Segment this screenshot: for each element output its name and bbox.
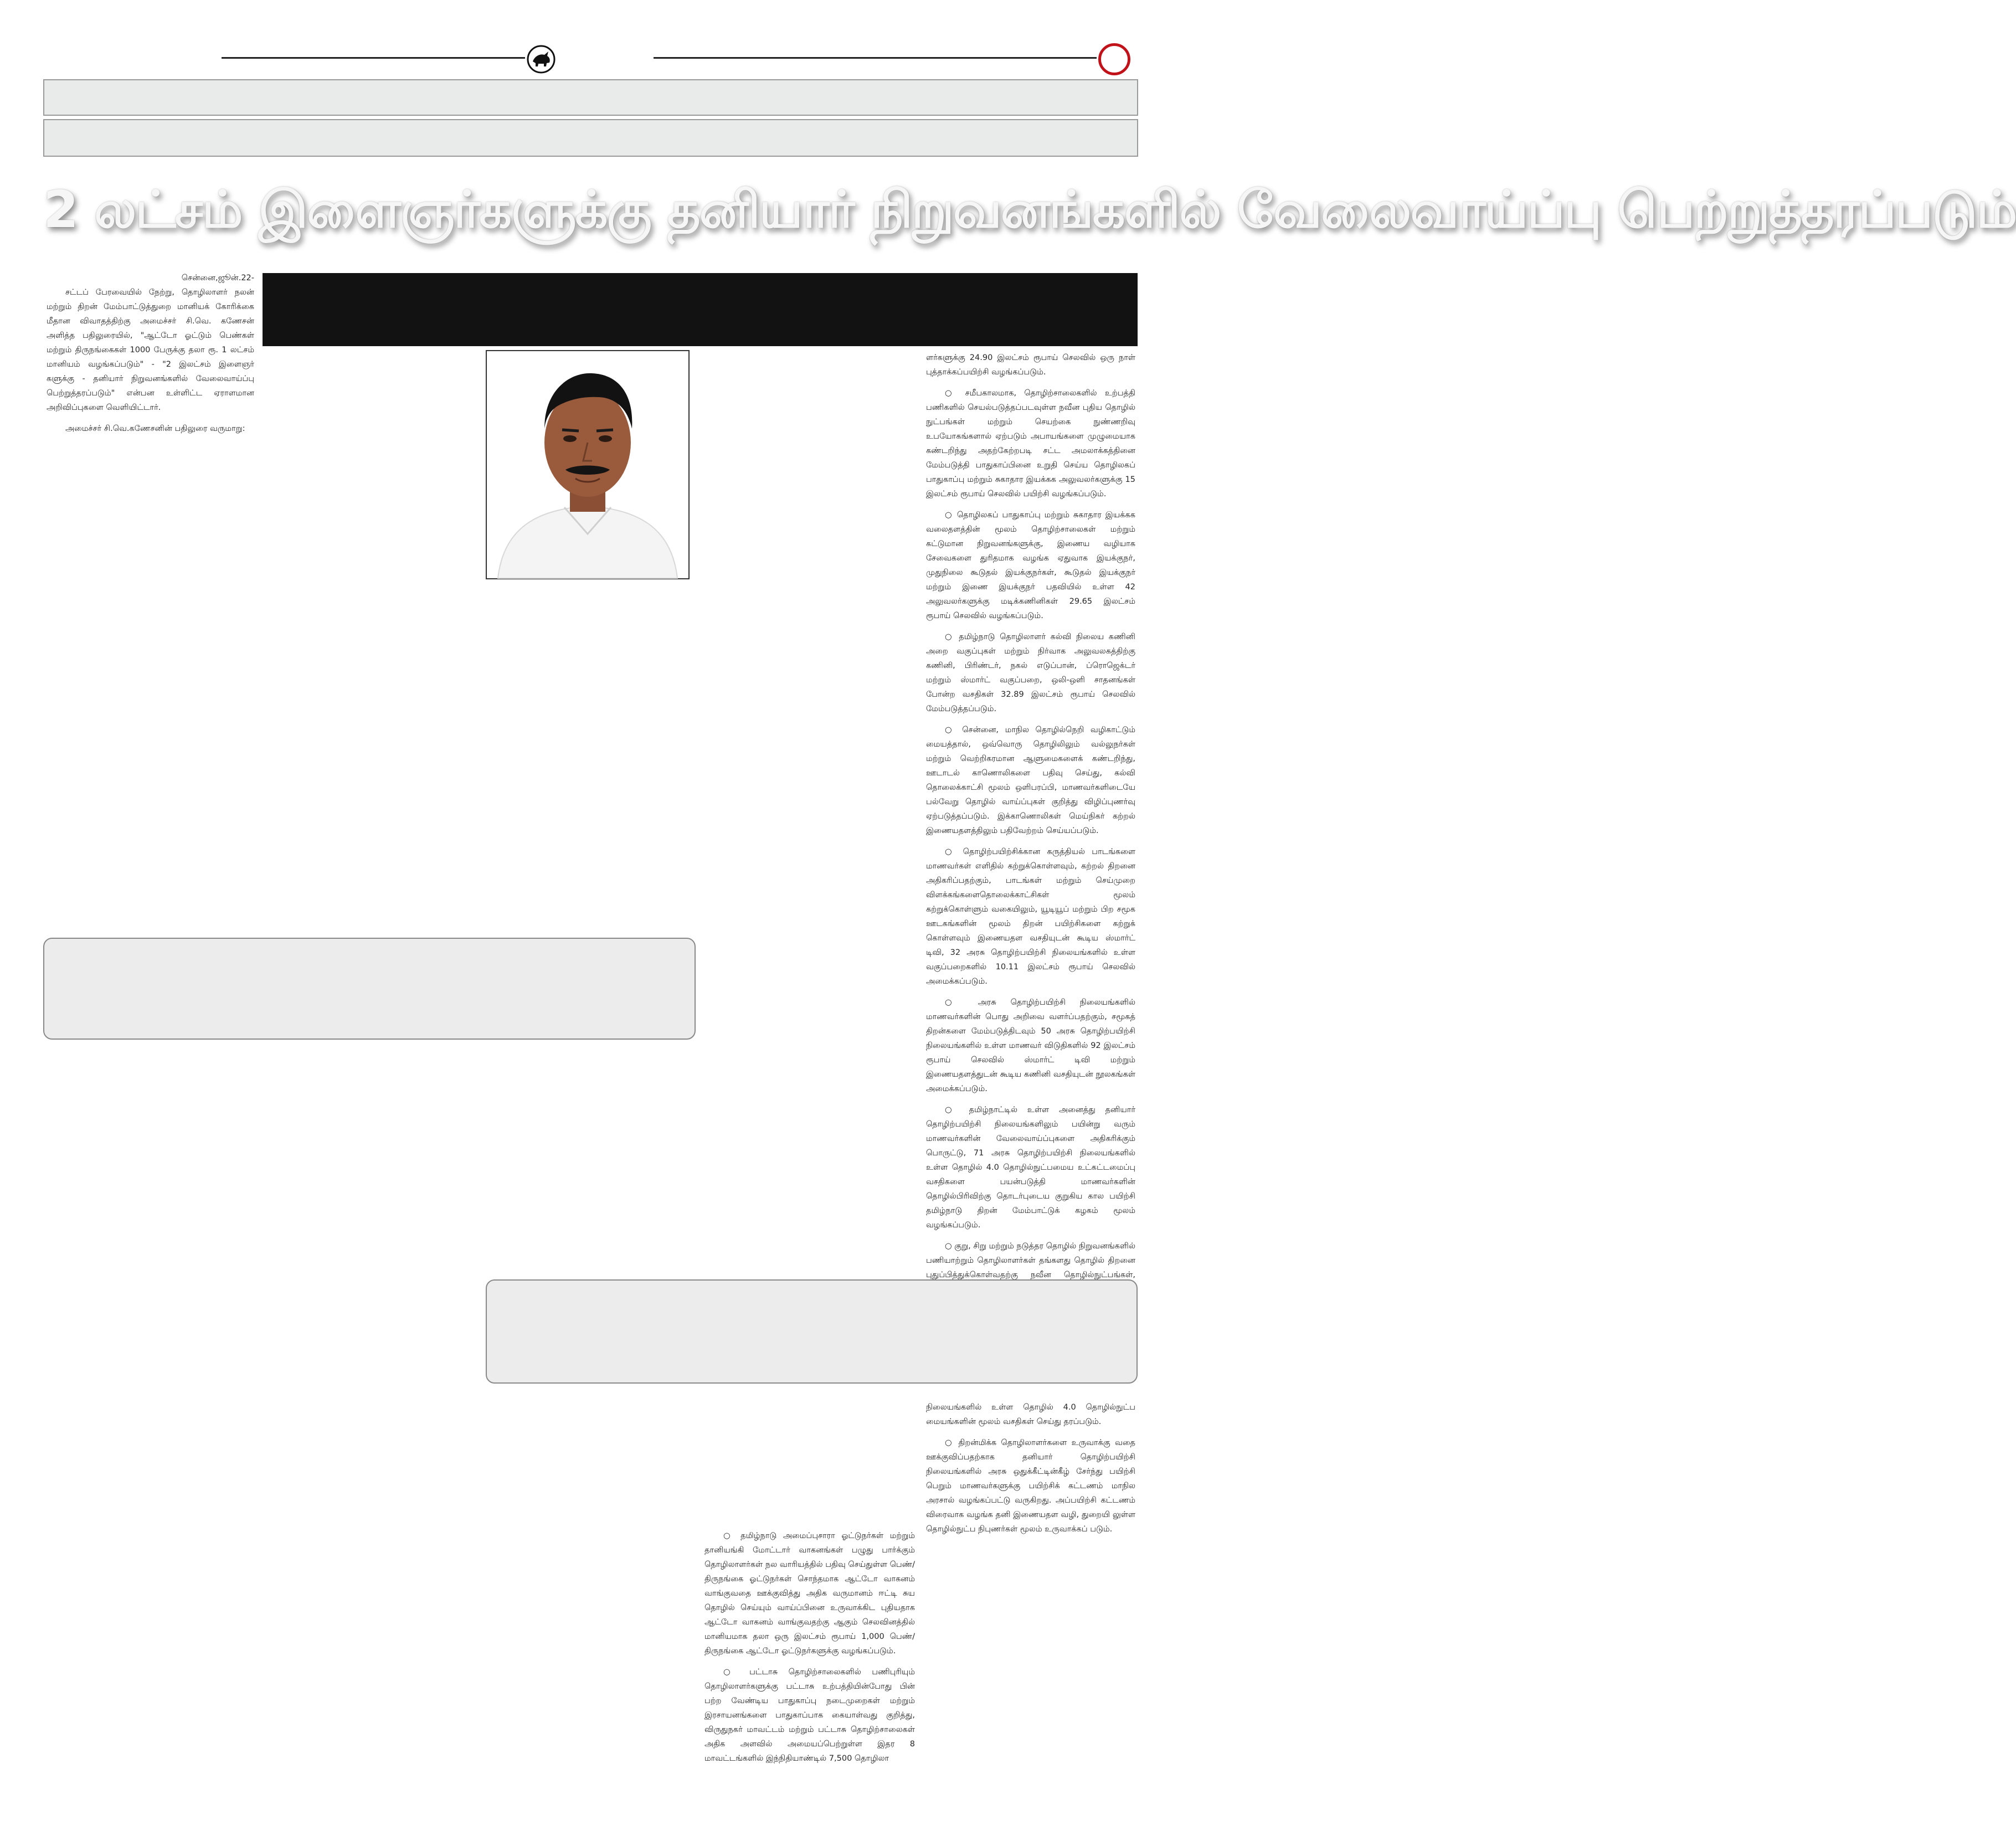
dateline: சென்னை,ஜூன்.22-: [181, 274, 254, 282]
callout-box-left: [43, 938, 696, 1040]
article-paragraph: ○ தொழிற்பயிற்சிக்கான கருத்தியல் பாடங்களை மாணவர்கள் எளிதில் கற்றுக்கொள்ளவும், கற்றல் திறனை அதிகரிப்பதற்கும், பாடங்கள் மற்றும் செய்முறை விளக்கங்களைதொலைக்காட்சிகள் மூலம் கற்றுக்கொள்ளும் வகையிலும், யூடியூப் மற்றும் பிற சமூக ஊடகங்களின் மூலம் திறன் பயிற்சிகளை கற்றுக் கொள்ளவும் இணையதள வசதியுடன் கூடிய ஸ்மார்ட் டிவி, 32 அரசு தொழிற்பயிற்சி நிலையங்களில் உள்ள வகுப்பறைகளில் 10.11 இலட்சம் ரூபாய் செலவில் அமைக்கப்படும்.: [926, 847, 1135, 986]
article-paragraph: ○ அரசு தொழிற்பயிற்சி நிலையங்களில் மாணவர்களின் பொது அறிவை வளர்ப்பதற்கும், சமூகத் திறன்களை மேம்படுத்திடவும் 50 அரசு தொழிற்பயிற்சி நிலையங்களில் உள்ள மாணவர் விடுதிகளில் 92 இலட்சம் ரூபாய் செலவில் ஸ்மார்ட் டிவி மற்றும் இணையதளத்துடன் கூடிய கணினி வசதியுடன் நூலகங்கள் அமைக்கப்படும்.: [926, 998, 1135, 1093]
lead-column: [47, 271, 254, 443]
right-column-bottom: [926, 1400, 1135, 1543]
masthead-rule-right: [654, 57, 1097, 59]
black-banner: [263, 273, 1138, 346]
middle-column-bottom: [704, 1529, 915, 1772]
article-paragraph: ○ தமிழ்நாடு தொழிலாளர் கல்வி நிலைய கணினி அறை வகுப்புகள் மற்றும் நிர்வாக அலுவலகத்திற்கு கணினி, பிரிண்டர், நகல் எடுப்பான், ப்ரொஜெக்டர் மற்றும் ஸ்மார்ட் வகுப்பறை, ஒலி-ஒளி சாதனங்கள் போன்ற வசதிகள் 32.89 இலட்சம் ரூபாய் செலவில் மேம்படுத்தப்படும்.: [926, 633, 1135, 713]
article-paragraph: ளர்களுக்கு 24.90 இலட்சம் ரூபாய் செலவில் ஒரு நாள் புத்தாக்கப்பயிற்சி வழங்கப்படும்.: [926, 353, 1135, 377]
article-paragraph: ○ திறன்மிக்க தொழிலாளர்களை உருவாக்கு வதை ஊக்குவிப்பதற்காக தனியார் தொழிற்பயிற்சி நிலையங்களில் அரசு ஒதுக்கீட்டின்கீழ் சேர்ந்து பயிற்சி பெறும் மாணவர்களுக்கு பயிற்சிக் கட்டணம் மாநில அரசால் வழங்கப்பட்டு வருகிறது. அப்பயிற்சி கட்டணம் விரைவாக வழங்க தனி இணையதள வழி, துறையி லுள்ள தொழில்நுட்ப நிபுணர்கள் மூலம் உருவாக்கப் படும்.: [926, 1438, 1135, 1534]
masthead-rule-left: [222, 57, 525, 59]
header-bar-second: [43, 119, 1138, 157]
lead-paragraph: அமைச்சர் சி.வெ.கணேசனின் பதிலுரை வருமாறு:: [65, 424, 245, 433]
article-paragraph: ○ தமிழ்நாடு அமைப்புசாரா ஓட்டுநர்கள் மற்றும் தானியங்கி மோட்டார் வாகனங்கள் பழுது பார்க்கும் தொழிலாளர்கள் நல வாரியத்தில் பதிவு செய்துள்ள பெண்/திருநங்கை ஓட்டுநர்கள் சொந்தமாக ஆட்டோ வாகனம் வாங்குவதை ஊக்குவித்து அதிக வருமானம் ஈட்டி சுய தொழில் செய்யும் வாய்ப்பினை உருவாக்கிட புதியதாக ஆட்டோ வாகனம் வாங்குவதற்கு ஆகும் செலவினத்தில் மானியமாக தலா ஒரு இலட்சம் ரூபாய் 1,000 பெண்/திருநங்கை ஆட்டோ ஓட்டுநர்களுக்கு வழங்கப்படும்.: [704, 1531, 915, 1656]
right-column-top: [926, 351, 1135, 1332]
headline: 2 லட்சம் இளைஞர்களுக்கு தனியார் நிறுவனங்களில் வேலைவாய்ப்பு பெற்றுத்தரப்படும்: [43, 180, 2016, 239]
callout-box-right: [486, 1279, 1138, 1384]
article-paragraph: ○ தமிழ்நாட்டில் உள்ள அனைத்து தனியார் தொழிற்பயிற்சி நிலையங்களிலும் பயின்று வரும் மாணவர்களின் வேலைவாய்ப்புகளை அதிகரிக்கும் பொருட்டு, 71 அரசு தொழிற்பயிற்சி நிலையங்களில் உள்ள தொழில் 4.0 தொழில்நுட்பமைய உட்கட்டமைப்பு வசதிகளை பயன்படுத்தி மாணவர்களின் தொழில்பிரிவிற்கு தொடர்புடைய குறுகிய கால பயிற்சி தமிழ்நாடு திறன் மேம்பாட்டுக் கழகம் மூலம் வழங்கப்படும்.: [926, 1106, 1135, 1230]
lead-paragraph: சட்டப் பேரவையில் நேற்று, தொழிலாளர் நலன் மற்றும் திறன் மேம்பாட்டுத்துறை மானியக் கோரிக்கை மீதான விவாதத்திற்கு அமைச்சர் சி.வெ. கணேசன் அளித்த பதிலுரையில், "ஆட்டோ ஓட்டும் பெண்கள் மற்றும் திருநங்கைகள் 1000 பேருக்கு தலா ரூ. 1 லட்சம் மானியம் வழங்கப்படும்" - "2 இலட்சம் இளைஞர் களுக்கு - தனியார் நிறுவனங்களில் வேலைவாய்ப்பு பெற்றுத்தரப்படும்" என்பன உள்ளிட்ட ஏராளமான அறிவிப்புகளை வெளியிட்டார்.: [47, 288, 254, 412]
bull-emblem-icon: [526, 44, 556, 74]
red-circle-icon: [1098, 43, 1130, 75]
minister-photo: [486, 350, 690, 579]
article-paragraph: ○ பட்டாசு தொழிற்சாலைகளில் பணிபுரியும் தொழிலாளர்களுக்கு பட்டாசு உற்பத்தியின்போது பின் பற்ற வேண்டிய பாதுகாப்பு நடைமுறைகள் மற்றும் இரசாயனங்களை பாதுகாப்பாக கையாள்வது குறித்து, விருதுநகர் மாவட்டம் மற்றும் பட்டாசு தொழிற்சாலைகள் அதிக அளவில் அமையப்பெற்றுள்ள இதர 8 மாவட்டங்களில் இந்நிதியாண்டில் 7,500 தொழிலா: [704, 1668, 915, 1763]
article-paragraph: ○ தொழிலகப் பாதுகாப்பு மற்றும் சுகாதார இயக்கக வலைதளத்தின் மூலம் தொழிற்சாலைகள் மற்றும் கட்டுமான நிறுவனங்களுக்கு, இணைய வழியாக சேவைகளை துரிதமாக வழங்க ஏதுவாக இயக்குநர், முதுநிலை கூடுதல் இயக்குநர்கள், கூடுதல் இயக்குநர் மற்றும் இணை இயக்குநர் பதவியில் உள்ள 42 அலுவலர்களுக்கு மடிக்கணினிகள் 29.65 இலட்சம் ரூபாய் செலவில் வழங்கப்படும்.: [926, 511, 1135, 620]
header-bar-top: [43, 79, 1138, 116]
article-paragraph: ○ குறு, சிறு மற்றும் நடுத்தர தொழில் நிறுவனங்களில் பணியாற்றும் தொழிலாளர்கள் தங்களது தொழில் திறனை புதுப்பித்துக்கொள்வதற்கு நவீன தொழில்நுட்பங்கள்,: [926, 1242, 1135, 1279]
article-paragraph: நிலையங்களில் உள்ள தொழில் 4.0 தொழில்நுட்ப மையங்களின் மூலம் வசதிகள் செய்து தரப்படும்.: [926, 1403, 1135, 1426]
article-paragraph: ○ சென்னை, மாநில தொழில்நெறி வழிகாட்டும் மையத்தால், ஒவ்வொரு தொழிலிலும் வல்லுநர்கள் மற்றும் வெற்றிகரமான ஆளுமைகளைக் கண்டறிந்து, ஊடாடல் காணொலிகளை பதிவு செய்து, கல்வி தொலைக்காட்சி மூலம் ஒளிபரப்பி, மாணவர்களிடையே பல்வேறு தொழில் வாய்ப்புகள் குறித்து விழிப்புணர்வு ஏற்படுத்தப்படும். இக்காணொலிகள் மெய்நிகர் கற்றல் இணையதளத்திலும் பதிவேற்றம் செய்யப்படும்.: [926, 726, 1135, 835]
article-paragraph: ○ சமீபகாலமாக, தொழிற்சாலைகளில் உற்பத்தி பணிகளில் செயல்படுத்தப்படவுள்ள நவீன புதிய தொழில் நுட்பங்கள் மற்றும் செயற்கை நுண்ணறிவு உபயோகங்களால் ஏற்படும் அபாயங்களை முழுமையாக கண்டறிந்து அதற்கேற்றபடி சட்ட அமலாக்கத்தினை மேம்படுத்தி பாதுகாப்பினை உறுதி செய்ய தொழிலகப் பாதுகாப்பு மற்றும் சுகாதார இயக்கக அலுவலர்களுக்கு 15 இலட்சம் ரூபாய் செலவில் பயிற்சி வழங்கப்படும்.: [926, 389, 1135, 498]
portrait-image: [487, 351, 688, 578]
